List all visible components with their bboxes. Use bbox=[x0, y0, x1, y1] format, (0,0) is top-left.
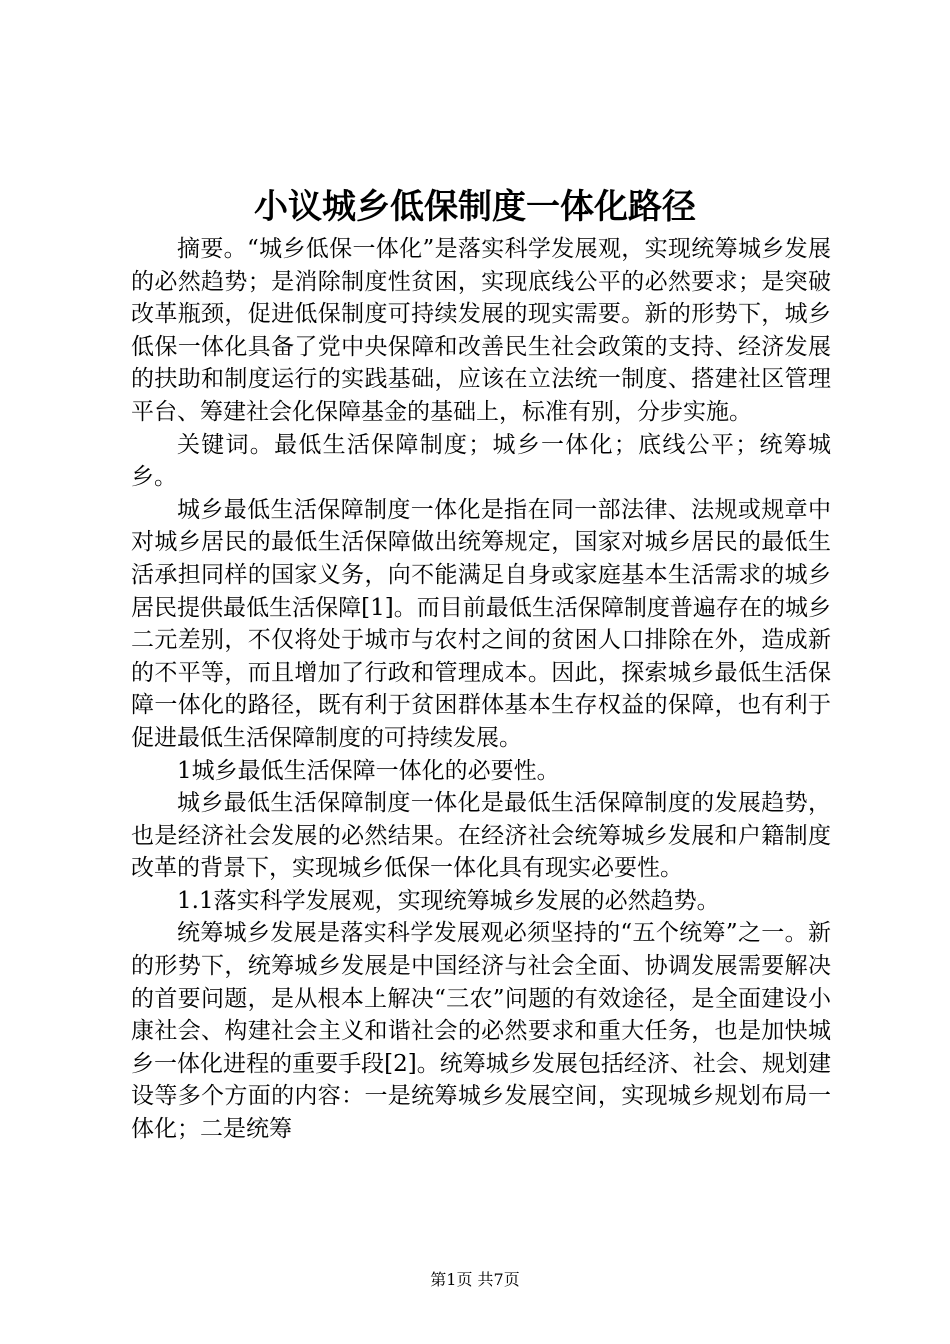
subsection-heading-1-1: 1.1落实科学发展观，实现统筹城乡发展的必然趋势。 bbox=[177, 887, 720, 914]
keywords-paragraph: 关键词。最低生活保障制度；城乡一体化；底线公平；统筹城乡。 bbox=[131, 431, 831, 491]
section-heading-1: 1城乡最低生活保障一体化的必要性。 bbox=[177, 757, 560, 784]
document-body bbox=[131, 233, 831, 1146]
page-number-footer: 第1页 共7页 bbox=[430, 1270, 520, 1289]
subsection-1-1-paragraph: 统筹城乡发展是落实科学发展观必须坚持的“五个统筹”之一。新的形势下，统筹城乡发展是中国经济与社会全面、协调发展需要解决的首要问题，是从根本上解决“三农”问题的有效途径，是全面建设小康社会、构建社会主义和谐社会的必然要求和重大任务，也是加快城乡一体化进程的重要手段[2]。统筹城乡发展包括经济、社会、规划建设等多个方面的内容：一是统筹城乡发展空间，实现城乡规划布局一体化；二是统筹 bbox=[131, 920, 831, 1143]
document-title: 小议城乡低保制度一体化路径 bbox=[254, 187, 696, 227]
section-1-paragraph: 城乡最低生活保障制度一体化是最低生活保障制度的发展趋势，也是经济社会发展的必然结果。在经济社会统筹城乡发展和户籍制度改革的背景下，实现城乡低保一体化具有现实必要性。 bbox=[131, 790, 831, 882]
abstract-paragraph: 摘要。“城乡低保一体化”是落实科学发展观，实现统筹城乡发展的必然趋势；是消除制度性贫困，实现底线公平的必然要求；是突破改革瓶颈，促进低保制度可持续发展的现实需要。新的形势下，城乡低保一体化具备了党中央保障和改善民生社会政策的支持、经济发展的扶助和制度运行的实践基础，应该在立法统一制度、搭建社区管理平台、筹建社会化保障基金的基础上，标准有别，分步实施。 bbox=[131, 236, 831, 425]
intro-paragraph: 城乡最低生活保障制度一体化是指在同一部法律、法规或规章中对城乡居民的最低生活保障做出统筹规定，国家对城乡居民的最低生活承担同样的国家义务，向不能满足自身或家庭基本生活需求的城乡居民提供最低生活保障[1]。而目前最低生活保障制度普遍存在的城乡二元差别，不仅将处于城市与农村之间的贫困人口排除在外，造成新的不平等，而且增加了行政和管理成本。因此，探索城乡最低生活保障一体化的路径，既有利于贫困群体基本生存权益的保障，也有利于促进最低生活保障制度的可持续发展。 bbox=[131, 496, 831, 751]
